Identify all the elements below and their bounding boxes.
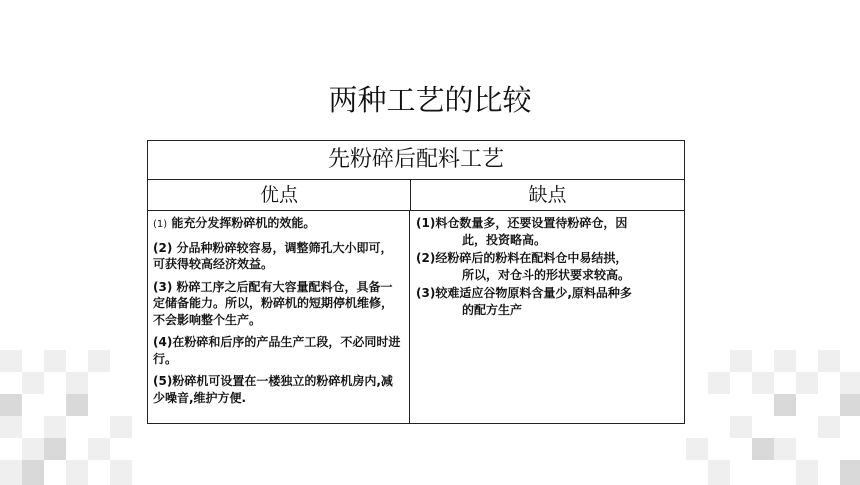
- item-text: 能充分发挥粉碎机的效能。: [171, 216, 316, 230]
- advantage-item: [153, 334, 404, 367]
- item-text: 分品种粉碎较容易，调整筛孔大小即可，可获得较高经济效益。: [153, 240, 393, 271]
- column-header-disadvantages: 缺点: [528, 184, 567, 206]
- table-header: 先粉碎后配料工艺: [148, 141, 684, 180]
- item-number: (1): [153, 219, 168, 230]
- item-line: (1)料仓数量多，还要设置待粉碎仓，因: [416, 216, 628, 230]
- page-title: 两种工艺的比较: [328, 83, 532, 117]
- advantage-item: [153, 373, 404, 406]
- column-header-row: [148, 180, 684, 211]
- advantages-cell: [148, 211, 410, 423]
- item-text: 在粉碎和后序的产品生产工段，不必同时进行。: [153, 335, 401, 366]
- item-number: (2): [153, 240, 173, 255]
- item-number: (3): [153, 279, 173, 294]
- disadvantage-item: [416, 285, 679, 318]
- item-number: (5): [153, 374, 173, 388]
- disadvantage-item: [416, 250, 679, 283]
- item-line-continued: 此，投资略高。: [462, 232, 547, 247]
- item-number: (4): [153, 335, 173, 349]
- item-line: (2)经粉碎后的粉料在配料仓中易结拱，: [416, 251, 628, 265]
- advantage-item: [153, 279, 404, 329]
- column-header-advantages: 优点: [148, 180, 411, 210]
- item-text: 粉碎工序之后配有大容量配料仓，具备一定储备能力。所以，粉碎机的短期停机维修，不会影响整个生产。: [153, 279, 394, 327]
- item-line-continued: 所以，对仓斗的形状要求较高。: [462, 267, 631, 282]
- item-line: (3)较难适应谷物原料含量少,原料品种多: [416, 286, 632, 300]
- item-line-continued: 的配方生产: [462, 302, 523, 317]
- table-body-row: [148, 211, 684, 423]
- disadvantage-item: [416, 215, 679, 248]
- advantage-item: [153, 240, 404, 273]
- item-text: 粉碎机可设置在一楼独立的粉碎机房内,减少噪音,维护方便.: [153, 374, 393, 405]
- disadvantages-cell: [410, 211, 684, 423]
- advantage-item: [153, 215, 404, 234]
- comparison-table: [147, 140, 685, 424]
